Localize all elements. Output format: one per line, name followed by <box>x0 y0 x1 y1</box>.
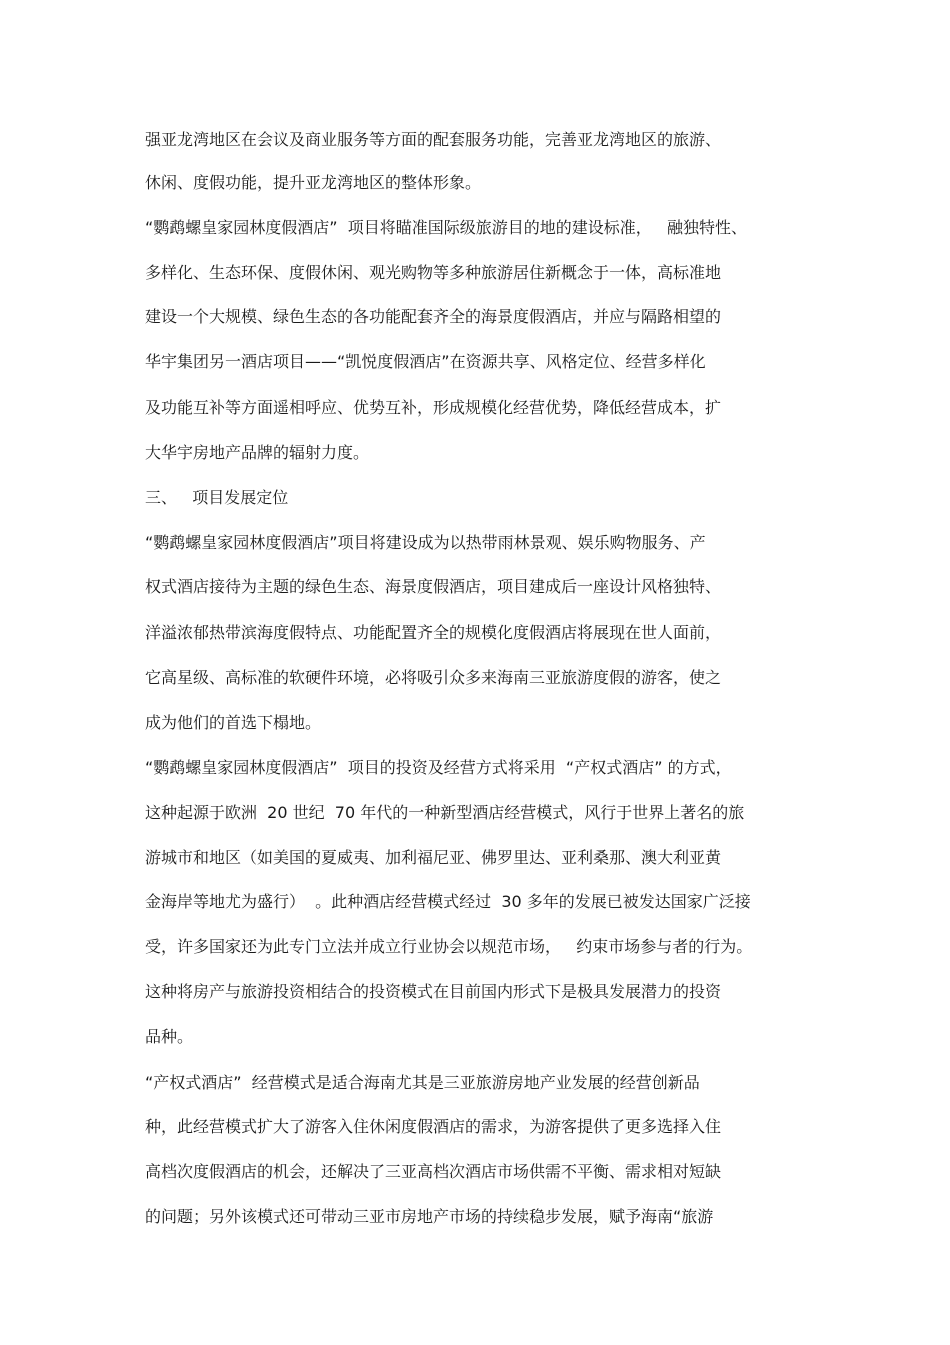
text-line: 华宇集团另一酒店项目——“凯悦度假酒店”在资源共享、风格定位、经营多样化 <box>145 352 706 371</box>
text-line: 高档次度假酒店的机会，还解决了三亚高档次酒店市场供需不平衡、需求相对短缺 <box>145 1162 722 1181</box>
text-line: 权式酒店接待为主题的绿色生态、海景度假酒店，项目建成后一座设计风格独特、 <box>145 577 722 596</box>
section-heading: 三、 项目发展定位 <box>145 488 289 507</box>
text-line: 建设一个大规模、绿色生态的各功能配套齐全的海景度假酒店，并应与隔路相望的 <box>145 307 722 326</box>
text-line: 游城市和地区（如美国的夏威夷、加利福尼亚、佛罗里达、亚利桑那、澳大利亚黄 <box>145 848 722 867</box>
text-line: 及功能互补等方面遥相呼应、优势互补，形成规模化经营优势，降低经营成本，扩 <box>145 398 722 417</box>
text-line: 这种将房产与旅游投资相结合的投资模式在目前国内形式下是极具发展潜力的投资 <box>145 982 722 1001</box>
text-line: 金海岸等地尤为盛行） 。此种酒店经营模式经过 30 多年的发展已被发达国家广泛接 <box>145 892 751 911</box>
text-line: 品种。 <box>145 1027 194 1046</box>
text-line: 受，许多国家还为此专门立法并成立行业协会以规范市场， 约束市场参与者的行为。 <box>145 937 753 956</box>
text-line: “鹦鹉螺皇家园林度假酒店” 项目的投资及经营方式将采用 “产权式酒店” 的方式， <box>145 758 732 777</box>
text-line: 多样化、生态环保、度假休闲、观光购物等多种旅游居住新概念于一体，高标准地 <box>145 263 722 282</box>
text-line: “鹦鹉螺皇家园林度假酒店”项目将建设成为以热带雨林景观、娱乐购物服务、产 <box>145 533 706 552</box>
text-line: “产权式酒店” 经营模式是适合海南尤其是三亚旅游房地产业发展的经营创新品 <box>145 1073 700 1092</box>
text-line: 这种起源于欧洲 20 世纪 70 年代的一种新型酒店经营模式，风行于世界上著名的旅 <box>145 803 745 822</box>
text-line: 它高星级、高标准的软硬件环境，必将吸引众多来海南三亚旅游度假的游客，使之 <box>145 668 722 687</box>
text-line: 的问题；另外该模式还可带动三亚市房地产市场的持续稳步发展，赋予海南“旅游 <box>145 1207 714 1226</box>
text-line: “鹦鹉螺皇家园林度假酒店” 项目将瞄准国际级旅游目的地的建设标准， 融独特性、 <box>145 218 748 237</box>
text-line: 成为他们的首选下榻地。 <box>145 713 322 732</box>
text-line: 大华宇房地产品牌的辐射力度。 <box>145 443 370 462</box>
text-line: 洋溢浓郁热带滨海度假特点、功能配置齐全的规模化度假酒店将展现在世人面前， <box>145 623 722 642</box>
text-line: 强亚龙湾地区在会议及商业服务等方面的配套服务功能，完善亚龙湾地区的旅游、 <box>145 130 722 149</box>
text-line: 种，此经营模式扩大了游客入住休闲度假酒店的需求，为游客提供了更多选择入住 <box>145 1117 722 1136</box>
text-line: 休闲、度假功能，提升亚龙湾地区的整体形象。 <box>145 173 482 192</box>
